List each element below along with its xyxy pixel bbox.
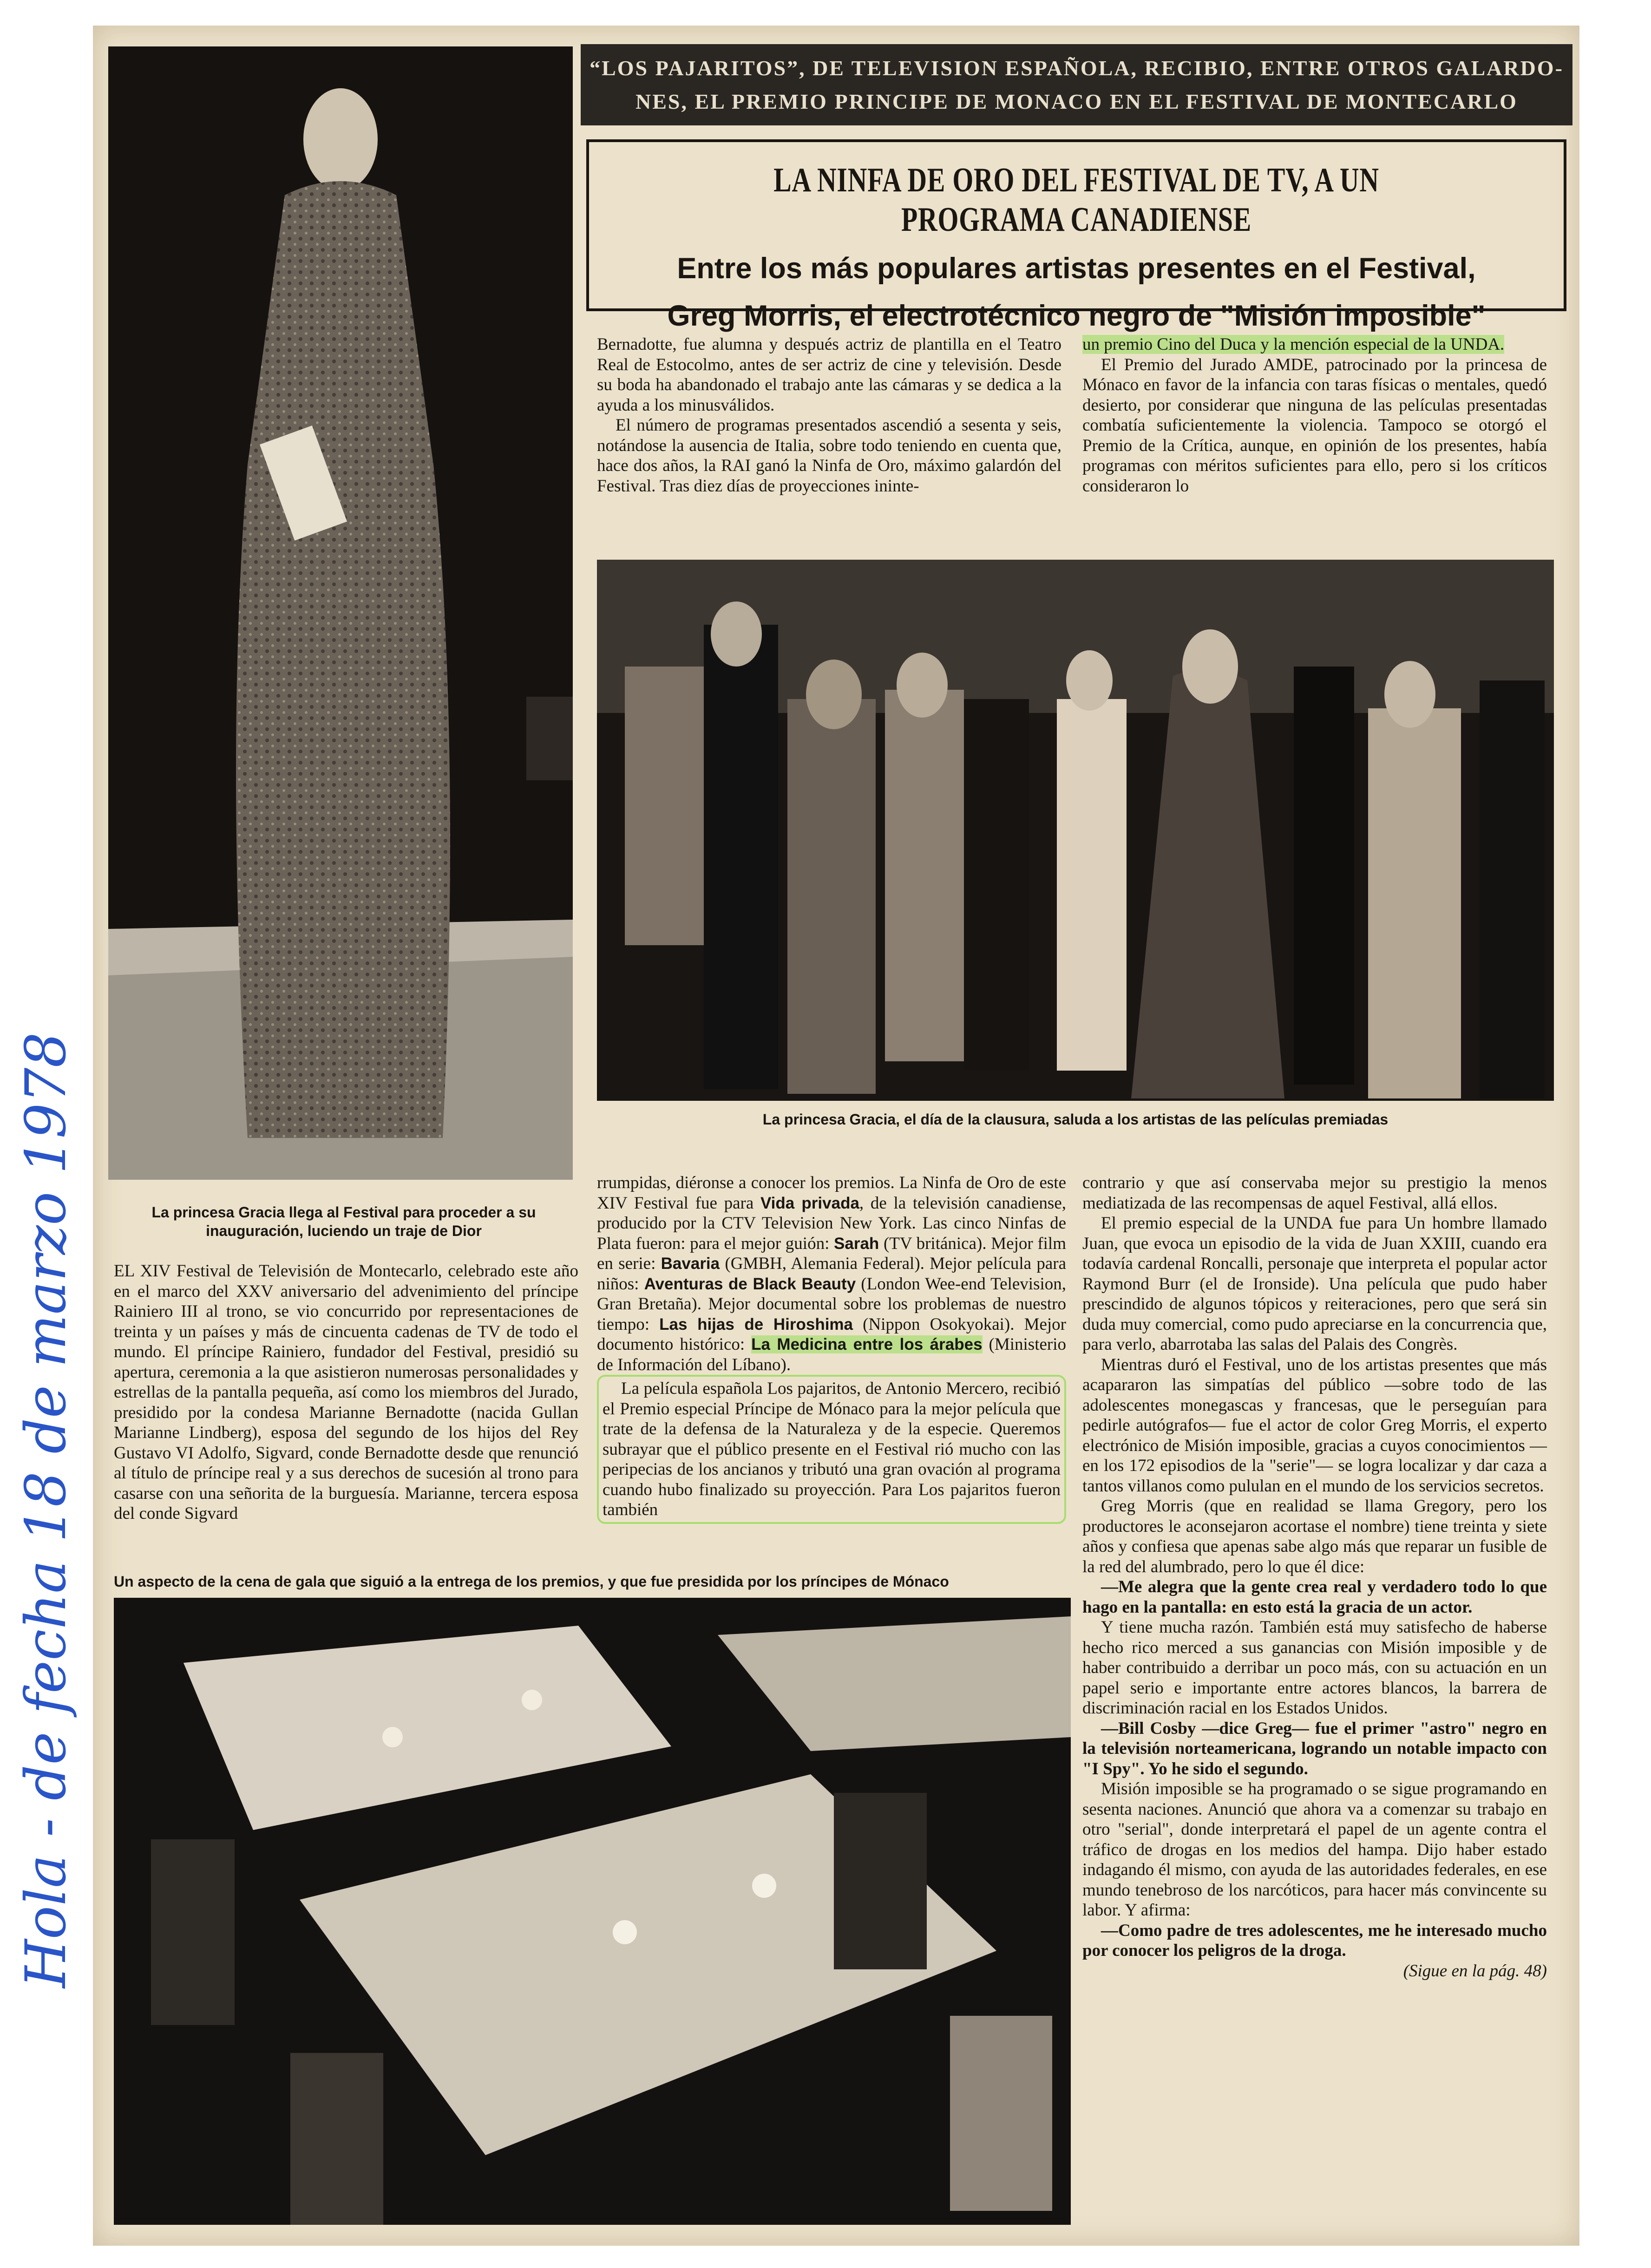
award-title: La Medicina entre los árabes <box>751 1335 983 1353</box>
award-title: Sarah <box>834 1234 879 1253</box>
quote: —Como padre de tres adolescentes, me he interesado mucho por conocer los peligros de la droga. <box>1082 1921 1547 1960</box>
paragraph: El Premio del Jurado AMDE, patrocinado por la princesa de Mónaco en favor de la infancia con taras físicas o mentales, quedó desierto, por considerar que ninguna de las películas presentadas combatía suficientemente la violencia. Tampoco se otorgó el Premio de la Crítica, aunque, en opinión de los presentes, había programas con méritos suficientes para ello, pero si los críticos consideraron lo <box>1082 355 1547 496</box>
headline-subtitle-2: Greg Morris, el electrotécnico negro de "Misión imposible" <box>667 300 1486 332</box>
kicker-line-1: “LOS PAJARITOS”, DE TELEVISION ESPAÑOLA, RECIBIO, ENTRE OTROS GALARDO- <box>590 56 1564 80</box>
caption-gala-dinner: Un aspecto de la cena de gala que siguió a la entrega de los premios, y que fue presidida por los príncipes de Mónaco <box>114 1573 949 1590</box>
handwritten-date-note: Hola - de fecha 18 de marzo 1978 <box>14 1032 79 1988</box>
quote: —Bill Cosby —dice Greg— fue el primer "astro" negro en la televisión norteamericana, logrando un notable impacto con "I Spy". Yo he sido el segundo. <box>1082 1719 1547 1778</box>
paragraph: Mientras duró el Festival, uno de los artistas presentes que más acapararon las simpatías del público —sobre todo de las adolescentes monegascas y francesas, que le perseguían para pedirle autógrafos— fue el actor de color Greg Morris, el experto electrónico de Misión imposible, gracias a cuyos conocimientos —en los 172 episodios de la "serie"— se logra localizar y dar caza a tantos villanos como pululan en el mundo de los servicios secretos. <box>1082 1355 1547 1496</box>
paragraph: El número de programas presentados ascendió a sesenta y seis, notándose la ausencia de Italia, sobre todo teniendo en cuenta que, hace dos años, la RAI ganó la Ninfa de Oro, máximo galardón del Festival. Tras diez días de proyecciones ininte- <box>597 416 1061 496</box>
text: (Nippon Osokyokai). Mejor documento histórico: <box>597 1314 1067 1354</box>
photo-gala-dinner <box>114 1598 1071 2225</box>
paragraph: Bernadotte, fue alumna y después actriz de plantilla en el Teatro Real de Estocolmo, antes de ser actriz de cine y televisión. Desde su boda ha abandonado el trabajo ante las cámaras y se dedica a la ayuda a los minusválidos. <box>597 335 1061 415</box>
highlighted-text: un premio Cino del Duca y la mención especial de la UNDA. <box>1082 335 1505 354</box>
text: (GMBH, Alemania Federal). Mejor película para niños: <box>597 1254 1066 1294</box>
continued-note: (Sigue en la pág. 48) <box>1403 1961 1547 1980</box>
paragraph-los-pajaritos: La película española Los pajaritos, de Antonio Mercero, recibió el Premio especial Príncipe de Mónaco para la mejor película que trate de la defensa de la Naturaleza y de la especie. Queremos subrayar que el público presente en el Festival rió mucho con las peripecias de los ancianos y tributó una gran ovación al programa cuando hubo finalizado su proyección. Para Los pajaritos fueron también <box>597 1375 1066 1524</box>
text: (London Wee-end Television, Gran Bretaña). Mejor documental sobre los problemas de nuestro tiempo: <box>597 1274 1066 1334</box>
paragraph: Y tiene mucha razón. También está muy satisfecho de haberse hecho rico merced a sus ganancias con Misión imposible y de haber contribuido a derribar un poco más, con su actuación en un papel serio e importante entre actores blancos, la barrera de discriminación racial en los Estados Unidos. <box>1082 1618 1547 1718</box>
award-title: Las hijas de Hiroshima <box>659 1315 853 1333</box>
quote: —Me alegra que la gente crea real y verdadero todo lo que hago en la pantalla: en esto está la gracia de un actor. <box>1082 1577 1547 1617</box>
award-title: Bavaria <box>661 1255 720 1273</box>
paragraph: El premio especial de la UNDA fue para Un hombre llamado Juan, que evoca un episodio de la vida de Juan XXIII, cuando era todavía cardenal Roncalli, personaje que interpreta el popular actor Raymond Burr (el de Ironside). Una película que pudo haber prescindido de algunos tópicos y reiteraciones, pero que será sin duda muy comercial, como pudo apreciarse en la concurrencia que, para verlo, abarrotaba las salas del Palais des Congrès. <box>1082 1214 1547 1354</box>
paragraph: contrario y que así conservaba mejor su prestigio la menos mediatizada de las recompensas de aquel Festival, allá ellos. <box>1082 1173 1547 1213</box>
article-col-right-top <box>1082 334 1547 496</box>
paragraph-awards <box>597 1173 1066 1375</box>
text: , de la televisión canadiense, producido por la CTV Television New York. Las cinco Ninfas de Plata fueron: para el mejor guión: <box>597 1193 1066 1253</box>
headline-subtitle-1: Entre los más populares artistas presentes en el Festival, <box>677 252 1476 285</box>
article-col-right-bottom <box>1082 1173 1547 1981</box>
text: (TV británica). Mejor film en serie: <box>597 1234 1066 1273</box>
caption-princess-arrival: La princesa Gracia llega al Festival para proceder a su inauguración, luciendo un traje de Dior <box>151 1204 536 1239</box>
award-title: Vida privada <box>760 1194 859 1212</box>
paragraph: Misión imposible se ha programado o se sigue programando en sesenta naciones. Anunció que ahora va a comenzar su trabajo en otro "serial", donde interpretará el papel de un agente contra el tráfico de drogas en los medios del hampa. Dijo haber estado indagando él mismo, con ayuda de las autoridades federales, en ese mundo tenebroso de los narcóticos, para hacer más convincente su labor. Y afirma: <box>1082 1779 1547 1920</box>
photo-princess-greeting-artists <box>597 560 1554 1101</box>
photo-princess-grace-arrival <box>108 46 573 1180</box>
headline-title: LA NINFA DE ORO DEL FESTIVAL DE TV, A UN PROGRAMA CANADIENSE <box>773 161 1379 239</box>
text: (Ministerio de Información del Líbano). <box>597 1335 1067 1374</box>
kicker-banner <box>581 44 1572 125</box>
article-col-left-bottom <box>114 1261 578 1524</box>
caption-greeting-artists: La princesa Gracia, el día de la clausura, saluda a los artistas de las películas premiadas <box>762 1111 1389 1128</box>
article-col-mid-bottom <box>597 1173 1066 1524</box>
paragraph-lead: EL XIV Festival de Televisión de Montecarlo, celebrado este año en el marco del XXV aniversario del advenimiento del príncipe Rainiero III al trono, se vio concurrido por representaciones de treinta y un países y más de cincuenta cadenas de TV de todo el mundo. El príncipe Rainiero, fundador del Festival, presidió su apertura, ceremonia a la que asistieron numerosas personalidades y estrellas de la pantalla pequeña, así como los miembros del Jurado, presidido por la condesa Marianne Bernadotte (nacida Gullan Marianne Lindberg), esposa del segundo de los hijos del Rey Gustavo VI Adolfo, Sigvard, conde Bernadotte desde que renunció al título de príncipe real y a sus derechos de sucesión al trono para casarse con una señorita de la burguesía. Marianne, tercera esposa del conde Sigvard <box>114 1261 578 1523</box>
article-col-mid-top <box>597 334 1061 496</box>
text: rrumpidas, diéronse a conocer los premios. La Ninfa de Oro de este XIV Festival fue para <box>597 1173 1066 1213</box>
award-title: Aventuras de Black Beauty <box>644 1275 856 1293</box>
kicker-line-2: NES, EL PREMIO PRINCIPE DE MONACO EN EL FESTIVAL DE MONTECARLO <box>636 90 1518 113</box>
paragraph: Greg Morris (que en realidad se llama Gregory, pero los productores le aconsejaron acortase el nombre) tiene treinta y siete años y confiesa que apenas sabe algo más que reparar un fusible de la red del alumbrado, pero lo que él dice: <box>1082 1497 1547 1576</box>
headline-box <box>586 139 1566 332</box>
